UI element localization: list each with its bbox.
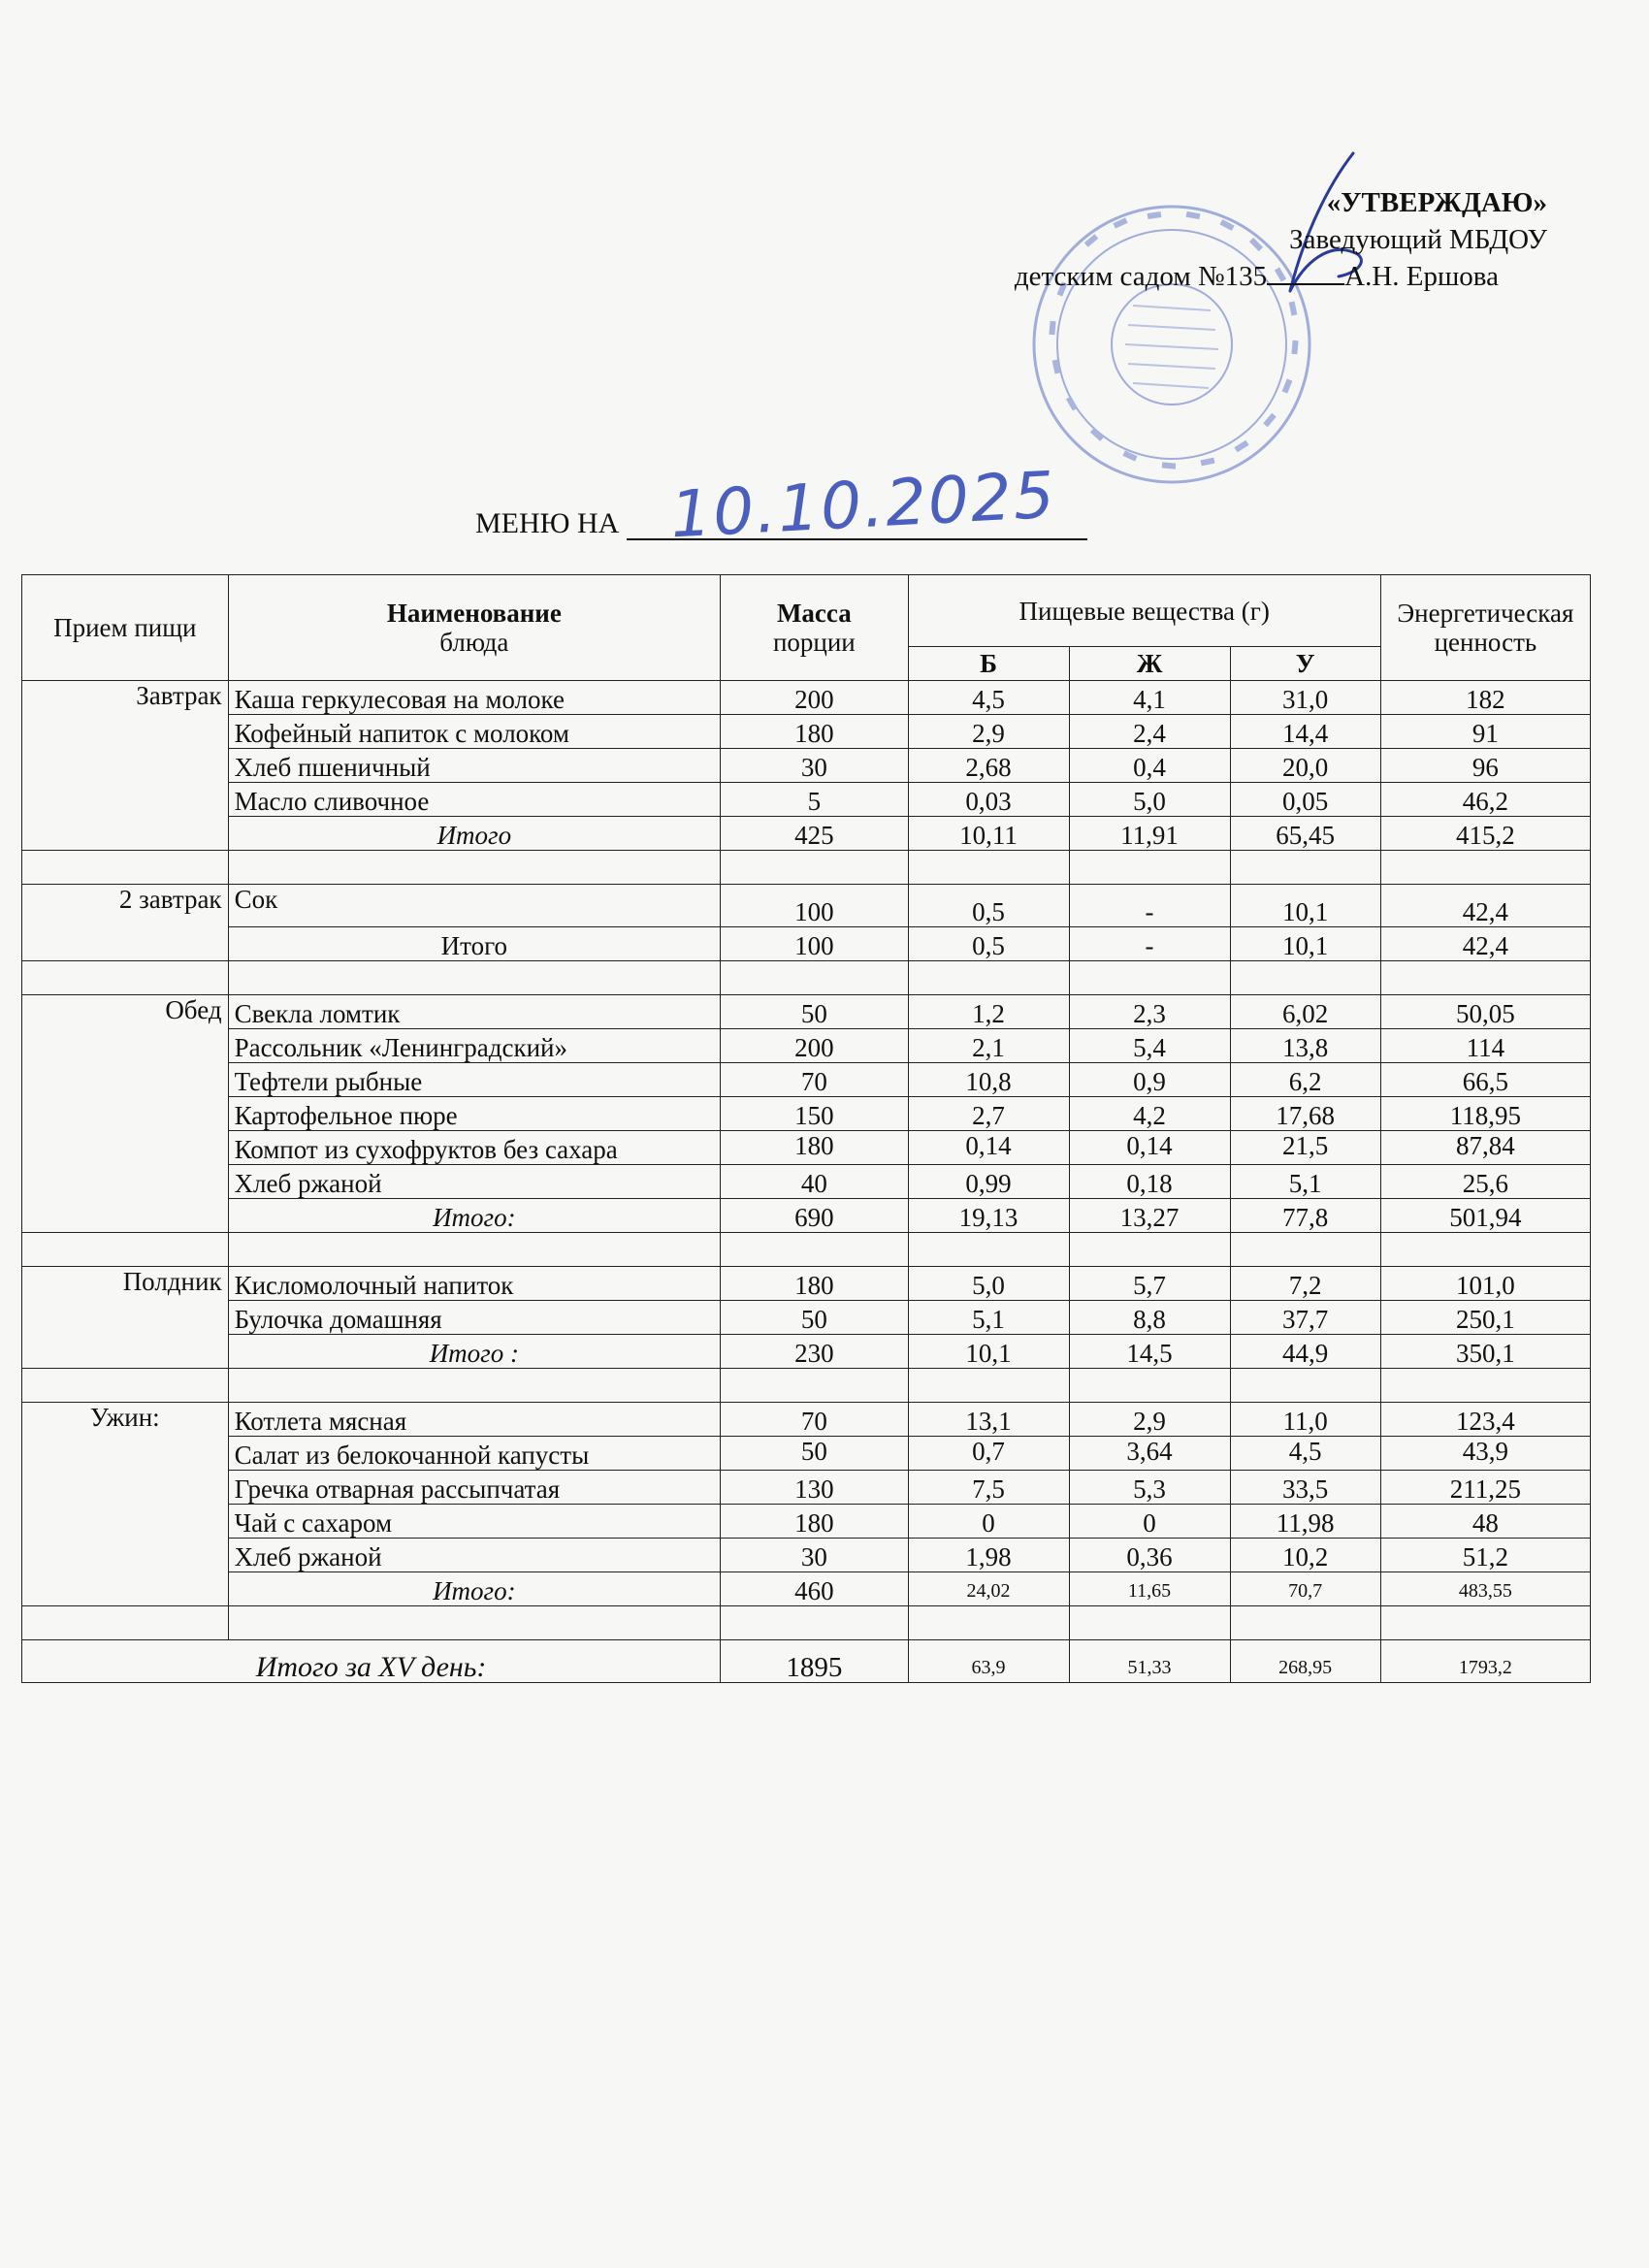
dish-carbs: 13,8	[1230, 1029, 1380, 1063]
dish-name: Компот из сухофруктов без сахара	[228, 1131, 721, 1165]
dish-carbs: 10,1	[1230, 885, 1380, 927]
dish-carbs: 37,7	[1230, 1301, 1380, 1335]
dish-protein: 2,68	[908, 749, 1069, 783]
total-label: Итого:	[228, 1572, 721, 1606]
header-meal: Прием пищи	[22, 575, 229, 681]
meal-breakfast-2: 2 завтрак	[22, 885, 229, 961]
table-row	[22, 1539, 1591, 1572]
grand-total-label: Итого за XV день:	[22, 1640, 721, 1683]
spacer-row	[22, 1233, 1591, 1267]
grand-total-mass: 1895	[721, 1640, 908, 1683]
menu-title: МЕНЮ НА	[475, 507, 620, 539]
dish-carbs: 14,4	[1230, 715, 1380, 749]
dish-carbs: 0,05	[1230, 783, 1380, 817]
dish-mass: 200	[721, 1029, 908, 1063]
total-label: Итого	[228, 927, 721, 961]
total-row	[22, 1335, 1591, 1369]
dish-energy: 87,84	[1380, 1131, 1590, 1165]
dish-protein: 1,2	[908, 995, 1069, 1029]
grand-total-row	[22, 1640, 1591, 1683]
table-row	[22, 995, 1591, 1029]
dish-name: Кисломолочный напиток	[228, 1267, 721, 1301]
dish-mass: 40	[721, 1165, 908, 1199]
dish-protein: 0,99	[908, 1165, 1069, 1199]
dish-name: Хлеб ржаной	[228, 1165, 721, 1199]
total-energy: 415,2	[1380, 817, 1590, 851]
total-mass: 230	[721, 1335, 908, 1369]
dish-mass: 150	[721, 1097, 908, 1131]
dish-name: Каша геркулесовая на молоке	[228, 681, 721, 715]
dish-name: Хлеб ржаной	[228, 1539, 721, 1572]
dish-energy: 123,4	[1380, 1403, 1590, 1437]
spacer-row	[22, 1369, 1591, 1403]
table-row	[22, 681, 1591, 715]
spacer-row	[22, 1606, 1591, 1640]
dish-mass: 180	[721, 1267, 908, 1301]
total-label: Итого:	[228, 1199, 721, 1233]
dish-name: Свекла ломтик	[228, 995, 721, 1029]
total-protein: 19,13	[908, 1199, 1069, 1233]
dish-fat: 3,64	[1069, 1437, 1230, 1471]
total-row	[22, 1572, 1591, 1606]
spacer-row	[22, 851, 1591, 885]
dish-protein: 10,8	[908, 1063, 1069, 1097]
dish-protein: 0,5	[908, 885, 1069, 927]
dish-energy: 182	[1380, 681, 1590, 715]
dish-mass: 180	[721, 715, 908, 749]
table-row	[22, 1505, 1591, 1539]
dish-mass: 5	[721, 783, 908, 817]
dish-mass: 180	[721, 1131, 908, 1165]
dish-energy: 250,1	[1380, 1301, 1590, 1335]
dish-protein: 1,98	[908, 1539, 1069, 1572]
dish-energy: 96	[1380, 749, 1590, 783]
table-row	[22, 715, 1591, 749]
grand-total-protein: 63,9	[908, 1640, 1069, 1683]
header-energy: Энергетическая ценность	[1380, 575, 1590, 681]
dish-name: Булочка домашняя	[228, 1301, 721, 1335]
dish-carbs: 6,2	[1230, 1063, 1380, 1097]
header-mass: Масса порции	[721, 575, 908, 681]
dish-energy: 46,2	[1380, 783, 1590, 817]
dish-fat: 0,14	[1069, 1131, 1230, 1165]
dish-protein: 0,7	[908, 1437, 1069, 1471]
dish-mass: 50	[721, 1301, 908, 1335]
grand-total-fat: 51,33	[1069, 1640, 1230, 1683]
dish-carbs: 7,2	[1230, 1267, 1380, 1301]
table-row	[22, 1165, 1591, 1199]
table-row	[22, 1029, 1591, 1063]
total-protein: 10,1	[908, 1335, 1069, 1369]
dish-mass: 100	[721, 885, 908, 927]
dish-mass: 70	[721, 1063, 908, 1097]
total-energy: 350,1	[1380, 1335, 1590, 1369]
dish-energy: 51,2	[1380, 1539, 1590, 1572]
dish-fat: 0,9	[1069, 1063, 1230, 1097]
dish-protein: 5,0	[908, 1267, 1069, 1301]
dish-carbs: 11,0	[1230, 1403, 1380, 1437]
dish-energy: 50,05	[1380, 995, 1590, 1029]
grand-total-energy: 1793,2	[1380, 1640, 1590, 1683]
meal-dinner: Ужин:	[22, 1403, 229, 1606]
dish-protein: 0	[908, 1505, 1069, 1539]
approval-title: «УТВЕРЖДАЮ»	[1326, 187, 1547, 218]
total-row	[22, 817, 1591, 851]
dish-mass: 70	[721, 1403, 908, 1437]
table-row	[22, 1097, 1591, 1131]
total-fat: 11,65	[1069, 1572, 1230, 1606]
dish-protein: 4,5	[908, 681, 1069, 715]
approval-position: Заведующий МБДОУ	[1289, 224, 1547, 255]
dish-mass: 130	[721, 1471, 908, 1505]
total-mass: 690	[721, 1199, 908, 1233]
dish-name: Котлета мясная	[228, 1403, 721, 1437]
header-dish-name: Наименование блюда	[228, 575, 721, 681]
approval-block	[1015, 184, 1547, 295]
dish-mass: 50	[721, 1437, 908, 1471]
total-carbs: 65,45	[1230, 817, 1380, 851]
table-row	[22, 783, 1591, 817]
total-label: Итого :	[228, 1335, 721, 1369]
table-row	[22, 1471, 1591, 1505]
total-row	[22, 927, 1591, 961]
dish-energy: 114	[1380, 1029, 1590, 1063]
header-fat: Ж	[1069, 647, 1230, 681]
total-label: Итого	[228, 817, 721, 851]
table-row	[22, 1403, 1591, 1437]
dish-name: Хлеб пшеничный	[228, 749, 721, 783]
total-protein: 10,11	[908, 817, 1069, 851]
dish-fat: 2,3	[1069, 995, 1230, 1029]
dish-carbs: 31,0	[1230, 681, 1380, 715]
dish-name: Сок	[228, 885, 721, 927]
dish-name: Гречка отварная рассыпчатая	[228, 1471, 721, 1505]
header-protein: Б	[908, 647, 1069, 681]
total-energy: 42,4	[1380, 927, 1590, 961]
total-row	[22, 1199, 1591, 1233]
dish-fat: 5,3	[1069, 1471, 1230, 1505]
approval-org-line	[1015, 258, 1499, 295]
dish-protein: 13,1	[908, 1403, 1069, 1437]
total-fat: -	[1069, 927, 1230, 961]
dish-mass: 30	[721, 1539, 908, 1572]
dish-energy: 66,5	[1380, 1063, 1590, 1097]
header-nutrients: Пищевые вещества (г)	[908, 575, 1380, 647]
total-mass: 425	[721, 817, 908, 851]
dish-energy: 25,6	[1380, 1165, 1590, 1199]
dish-fat: 5,7	[1069, 1267, 1230, 1301]
dish-fat: -	[1069, 885, 1230, 927]
total-protein: 24,02	[908, 1572, 1069, 1606]
dish-protein: 2,1	[908, 1029, 1069, 1063]
menu-title-line	[475, 457, 1087, 553]
dish-protein: 7,5	[908, 1471, 1069, 1505]
dish-name: Тефтели рыбные	[228, 1063, 721, 1097]
dish-mass: 180	[721, 1505, 908, 1539]
dish-name: Салат из белокочанной капусты	[228, 1437, 721, 1471]
table-row	[22, 1437, 1591, 1471]
dish-carbs: 11,98	[1230, 1505, 1380, 1539]
dish-fat: 4,1	[1069, 681, 1230, 715]
signature-line	[1267, 262, 1344, 285]
dish-fat: 4,2	[1069, 1097, 1230, 1131]
total-fat: 13,27	[1069, 1199, 1230, 1233]
dish-energy: 101,0	[1380, 1267, 1590, 1301]
dish-energy: 211,25	[1380, 1471, 1590, 1505]
dish-fat: 0,4	[1069, 749, 1230, 783]
table-row	[22, 1301, 1591, 1335]
dish-protein: 5,1	[908, 1301, 1069, 1335]
menu-date-handwritten: 10.10.2025	[668, 457, 1058, 553]
dish-fat: 5,4	[1069, 1029, 1230, 1063]
header-carbs: У	[1230, 647, 1380, 681]
table-row	[22, 1063, 1591, 1097]
dish-fat: 5,0	[1069, 783, 1230, 817]
total-energy: 501,94	[1380, 1199, 1590, 1233]
meal-snack: Полдник	[22, 1267, 229, 1369]
dish-carbs: 10,2	[1230, 1539, 1380, 1572]
dish-fat: 8,8	[1069, 1301, 1230, 1335]
dish-fat: 0,36	[1069, 1539, 1230, 1572]
dish-fat: 2,9	[1069, 1403, 1230, 1437]
approval-org: детским садом №135	[1014, 261, 1268, 292]
dish-energy: 91	[1380, 715, 1590, 749]
dish-mass: 50	[721, 995, 908, 1029]
dish-protein: 0,14	[908, 1131, 1069, 1165]
dish-energy: 42,4	[1380, 885, 1590, 927]
total-fat: 11,91	[1069, 817, 1230, 851]
meal-lunch: Обед	[22, 995, 229, 1233]
dish-mass: 30	[721, 749, 908, 783]
dish-name: Кофейный напиток с молоком	[228, 715, 721, 749]
dish-carbs: 20,0	[1230, 749, 1380, 783]
dish-carbs: 6,02	[1230, 995, 1380, 1029]
total-carbs: 70,7	[1230, 1572, 1380, 1606]
dish-name: Картофельное пюре	[228, 1097, 721, 1131]
total-protein: 0,5	[908, 927, 1069, 961]
total-mass: 460	[721, 1572, 908, 1606]
dish-carbs: 5,1	[1230, 1165, 1380, 1199]
dish-carbs: 21,5	[1230, 1131, 1380, 1165]
menu-table	[21, 574, 1591, 1683]
dish-protein: 2,7	[908, 1097, 1069, 1131]
meal-breakfast: Завтрак	[22, 681, 229, 851]
dish-carbs: 33,5	[1230, 1471, 1380, 1505]
total-mass: 100	[721, 927, 908, 961]
dish-fat: 0	[1069, 1505, 1230, 1539]
grand-total-carbs: 268,95	[1230, 1640, 1380, 1683]
dish-name: Чай с сахаром	[228, 1505, 721, 1539]
dish-energy: 118,95	[1380, 1097, 1590, 1131]
total-carbs: 10,1	[1230, 927, 1380, 961]
total-fat: 14,5	[1069, 1335, 1230, 1369]
dish-energy: 48	[1380, 1505, 1590, 1539]
table-row	[22, 885, 1591, 927]
menu-date-blank	[627, 457, 1087, 553]
dish-fat: 2,4	[1069, 715, 1230, 749]
approval-head-name: А.Н. Ершова	[1344, 261, 1499, 292]
dish-protein: 0,03	[908, 783, 1069, 817]
table-row	[22, 749, 1591, 783]
dish-carbs: 17,68	[1230, 1097, 1380, 1131]
table-header-row	[22, 575, 1591, 647]
dish-name: Масло сливочное	[228, 783, 721, 817]
spacer-row	[22, 961, 1591, 995]
total-energy: 483,55	[1380, 1572, 1590, 1606]
dish-name: Рассольник «Ленинградский»	[228, 1029, 721, 1063]
table-row	[22, 1267, 1591, 1301]
dish-carbs: 4,5	[1230, 1437, 1380, 1471]
dish-protein: 2,9	[908, 715, 1069, 749]
dish-fat: 0,18	[1069, 1165, 1230, 1199]
total-carbs: 77,8	[1230, 1199, 1380, 1233]
total-carbs: 44,9	[1230, 1335, 1380, 1369]
dish-mass: 200	[721, 681, 908, 715]
table-row	[22, 1131, 1591, 1165]
dish-energy: 43,9	[1380, 1437, 1590, 1471]
